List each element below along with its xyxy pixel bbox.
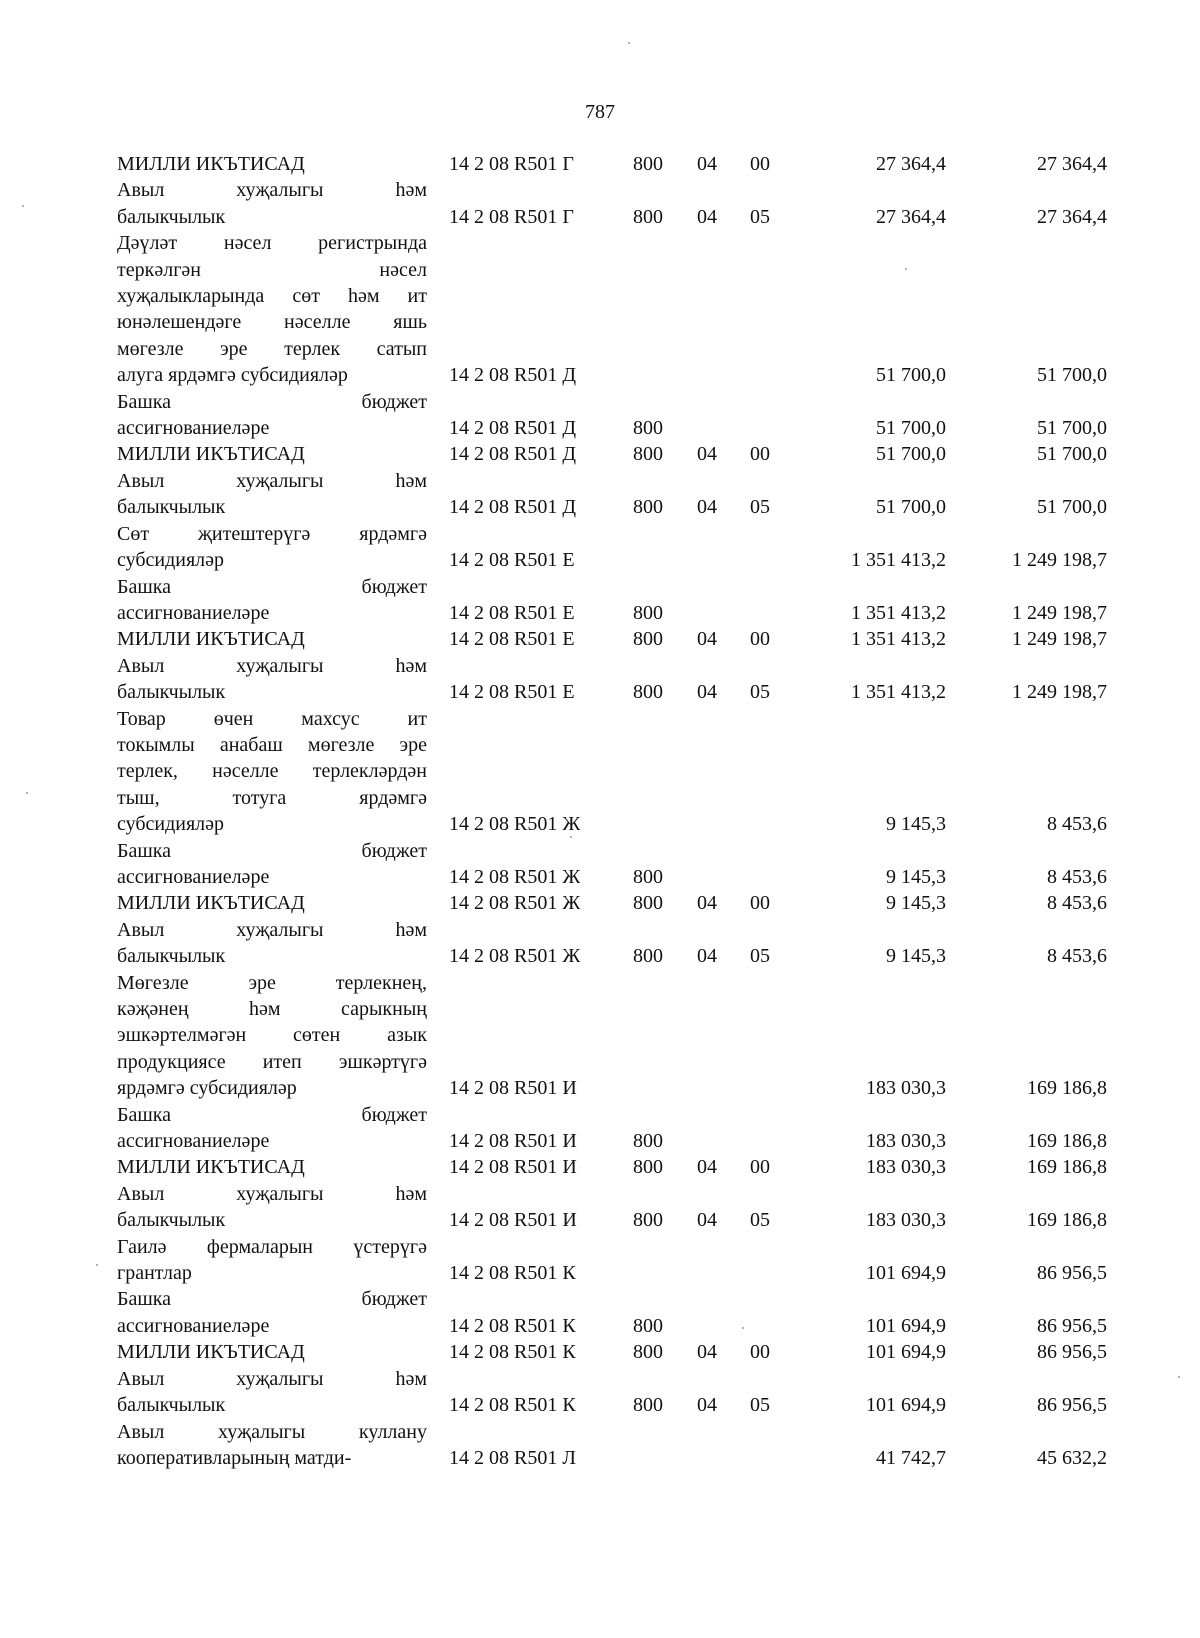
row-name-line: тыш, тотуга ярдәмгә: [117, 786, 427, 809]
row-name-line: Авыл хуҗалыгы һәм: [117, 1182, 427, 1205]
expense-type: 800: [633, 496, 663, 519]
expense-type: 800: [633, 443, 663, 466]
expense-type: 800: [633, 601, 663, 624]
amount-year-1: 1 351 413,2: [851, 628, 946, 651]
table-row: [117, 917, 1107, 970]
amount-year-2: 27 364,4: [1037, 205, 1107, 228]
target-code: 14 2 08 R501 Е: [449, 628, 575, 651]
row-name-line: балыкчылык: [117, 496, 226, 519]
table-row: [117, 1286, 1107, 1339]
target-code: 14 2 08 R501 Е: [449, 549, 575, 572]
row-name-line: Авыл хуҗалыгы һәм: [117, 654, 427, 677]
amount-year-2: 86 956,5: [1037, 1314, 1107, 1337]
amount-year-1: 51 700,0: [876, 496, 946, 519]
target-code: 14 2 08 R501 Д: [449, 496, 576, 519]
section-code: 04: [697, 1341, 717, 1364]
table-row: [117, 970, 1107, 1102]
row-name-line: балыкчылык: [117, 1394, 226, 1417]
amount-year-1: 9 145,3: [886, 945, 946, 968]
table-row: [117, 1181, 1107, 1234]
target-code: 14 2 08 R501 Д: [449, 417, 576, 440]
section-code: 04: [697, 1394, 717, 1417]
row-name-line: ярдәмгә субсидияләр: [117, 1077, 297, 1100]
target-code: 14 2 08 R501 И: [449, 1209, 577, 1232]
section-code: 04: [697, 205, 717, 228]
table-row: [117, 1234, 1107, 1287]
subsection-code: 05: [750, 945, 770, 968]
budget-table: [117, 151, 1107, 1471]
row-name-line: Авыл хуҗалыгы һәм: [117, 918, 427, 941]
expense-type: 800: [633, 417, 663, 440]
expense-type: 800: [633, 1209, 663, 1232]
section-code: 04: [697, 153, 717, 175]
row-name-line: мөгезле эре терлек сатып: [117, 337, 427, 360]
row-name: [117, 1419, 427, 1472]
row-name-line: балыкчылык: [117, 1209, 226, 1232]
scan-speck: [22, 205, 24, 207]
subsection-code: 00: [750, 1341, 770, 1364]
table-row: [117, 151, 1107, 177]
row-name-line: Товар өчен махсус ит: [117, 707, 427, 730]
row-name-line: теркәлгән нәсел: [117, 258, 427, 281]
amount-year-2: 27 364,4: [1037, 153, 1107, 175]
table-row: [117, 521, 1107, 574]
section-code: 04: [697, 628, 717, 651]
amount-year-1: 1 351 413,2: [851, 681, 946, 704]
row-name: [117, 626, 427, 652]
amount-year-1: 183 030,3: [866, 1156, 946, 1179]
amount-year-2: 45 632,2: [1037, 1446, 1107, 1469]
row-name: [117, 1154, 427, 1180]
amount-year-1: 41 742,7: [876, 1446, 946, 1469]
row-name: [117, 706, 427, 838]
row-name-line: субсидияләр: [117, 813, 225, 836]
target-code: 14 2 08 R501 К: [449, 1394, 576, 1417]
row-name-line: терлек, нәселле терлекләрдән: [117, 760, 427, 783]
target-code: 14 2 08 R501 Ж: [449, 945, 581, 968]
row-name-line: токымлы анабаш мөгезле эре: [117, 733, 427, 756]
subsection-code: 05: [750, 1209, 770, 1232]
row-name: [117, 653, 427, 706]
row-name: [117, 468, 427, 521]
row-name-line: Авыл хуҗалыгы һәм: [117, 1367, 427, 1390]
table-row: [117, 468, 1107, 521]
section-code: 04: [697, 1156, 717, 1179]
scan-speck: [742, 1327, 744, 1329]
amount-year-2: 169 186,8: [1027, 1209, 1107, 1232]
row-name-line: Авыл хуҗалыгы һәм: [117, 469, 427, 492]
table-row: [117, 838, 1107, 891]
amount-year-1: 1 351 413,2: [851, 601, 946, 624]
target-code: 14 2 08 R501 Д: [449, 364, 576, 387]
expense-type: 800: [633, 1394, 663, 1417]
row-name-line: МИЛЛИ ИКЪТИСАД: [117, 628, 305, 651]
amount-year-2: 1 249 198,7: [1012, 549, 1107, 572]
amount-year-2: 1 249 198,7: [1012, 628, 1107, 651]
amount-year-1: 27 364,4: [876, 153, 946, 175]
amount-year-2: 51 700,0: [1037, 496, 1107, 519]
target-code: 14 2 08 R501 Ж: [449, 892, 581, 915]
table-row: [117, 177, 1107, 230]
row-name-line: Башка бюджет: [117, 1103, 427, 1126]
amount-year-1: 101 694,9: [866, 1394, 946, 1417]
table-row: [117, 1339, 1107, 1365]
row-name-line: балыкчылык: [117, 945, 226, 968]
target-code: 14 2 08 R501 К: [449, 1314, 576, 1337]
amount-year-2: 1 249 198,7: [1012, 681, 1107, 704]
section-code: 04: [697, 1209, 717, 1232]
row-name-line: Мөгезле эре терлекнең,: [117, 971, 427, 994]
row-name-line: хуҗалыкларында сөт һәм ит: [117, 285, 427, 308]
table-row: [117, 389, 1107, 442]
expense-type: 800: [633, 945, 663, 968]
row-name-line: Гаилә фермаларын үстерүгә: [117, 1235, 427, 1258]
row-name-line: Авыл хуҗалыгы куллану: [117, 1420, 427, 1443]
expense-type: 800: [633, 153, 663, 175]
row-name-line: эшкәртелмәгән сөтен азык: [117, 1024, 427, 1047]
row-name-line: ассигнованиеләре: [117, 1314, 270, 1337]
expense-type: 800: [633, 1341, 663, 1364]
row-name: [117, 838, 427, 891]
subsection-code: 00: [750, 892, 770, 915]
row-name-line: балыкчылык: [117, 681, 226, 704]
amount-year-2: 1 249 198,7: [1012, 601, 1107, 624]
amount-year-1: 27 364,4: [876, 205, 946, 228]
expense-type: 800: [633, 205, 663, 228]
row-name-line: ассигнованиеләре: [117, 865, 270, 888]
amount-year-1: 51 700,0: [876, 443, 946, 466]
table-row: [117, 1154, 1107, 1180]
row-name-line: продукциясе итеп эшкәртүгә: [117, 1050, 427, 1073]
subsection-code: 00: [750, 443, 770, 466]
target-code: 14 2 08 R501 Л: [449, 1446, 576, 1469]
table-row: [117, 441, 1107, 467]
row-name: [117, 230, 427, 388]
amount-year-1: 101 694,9: [866, 1314, 946, 1337]
row-name: [117, 970, 427, 1102]
row-name-line: Сөт җитештерүгә ярдәмгә: [117, 522, 427, 545]
table-row: [117, 1366, 1107, 1419]
amount-year-1: 9 145,3: [886, 892, 946, 915]
table-row: [117, 1419, 1107, 1472]
table-row: [117, 574, 1107, 627]
row-name-line: кооперативларының матди-: [117, 1446, 352, 1469]
expense-type: 800: [633, 865, 663, 888]
amount-year-2: 8 453,6: [1047, 865, 1107, 888]
row-name-line: Башка бюджет: [117, 1288, 427, 1311]
section-code: 04: [697, 945, 717, 968]
row-name: [117, 574, 427, 627]
amount-year-2: 86 956,5: [1037, 1341, 1107, 1364]
target-code: 14 2 08 R501 Ж: [449, 865, 581, 888]
row-name: [117, 441, 427, 467]
scan-speck: [628, 42, 630, 44]
amount-year-1: 183 030,3: [866, 1130, 946, 1153]
target-code: 14 2 08 R501 Е: [449, 681, 575, 704]
amount-year-2: 51 700,0: [1037, 417, 1107, 440]
target-code: 14 2 08 R501 Г: [449, 205, 574, 228]
amount-year-1: 101 694,9: [866, 1262, 946, 1285]
target-code: 14 2 08 R501 Д: [449, 443, 576, 466]
section-code: 04: [697, 443, 717, 466]
scan-speck: [570, 836, 572, 838]
row-name-line: МИЛЛИ ИКЪТИСАД: [117, 892, 305, 915]
row-name-line: алуга ярдәмгә субсидияләр: [117, 364, 348, 387]
amount-year-2: 86 956,5: [1037, 1262, 1107, 1285]
target-code: 14 2 08 R501 Е: [449, 601, 575, 624]
table-row: [117, 626, 1107, 652]
amount-year-1: 9 145,3: [886, 865, 946, 888]
amount-year-2: 8 453,6: [1047, 892, 1107, 915]
row-name: [117, 1181, 427, 1234]
expense-type: 800: [633, 892, 663, 915]
subsection-code: 05: [750, 496, 770, 519]
row-name-line: МИЛЛИ ИКЪТИСАД: [117, 153, 305, 175]
row-name: [117, 151, 427, 177]
amount-year-1: 183 030,3: [866, 1077, 946, 1100]
row-name: [117, 917, 427, 970]
row-name: [117, 1286, 427, 1339]
row-name-line: Башка бюджет: [117, 839, 427, 862]
target-code: 14 2 08 R501 Ж: [449, 813, 581, 836]
amount-year-1: 51 700,0: [876, 417, 946, 440]
row-name: [117, 890, 427, 916]
section-code: 04: [697, 681, 717, 704]
target-code: 14 2 08 R501 К: [449, 1341, 576, 1364]
target-code: 14 2 08 R501 К: [449, 1262, 576, 1285]
row-name-line: грантлар: [117, 1262, 192, 1285]
row-name-line: субсидияләр: [117, 549, 225, 572]
row-name-line: МИЛЛИ ИКЪТИСАД: [117, 1156, 305, 1179]
amount-year-1: 51 700,0: [876, 364, 946, 387]
table-row: [117, 1102, 1107, 1155]
row-name-line: ассигнованиеләре: [117, 601, 270, 624]
row-name: [117, 177, 427, 230]
page-number: 787: [585, 101, 615, 123]
row-name: [117, 1102, 427, 1155]
subsection-code: 05: [750, 1394, 770, 1417]
expense-type: 800: [633, 1156, 663, 1179]
table-row: [117, 653, 1107, 706]
row-name-line: МИЛЛИ ИКЪТИСАД: [117, 443, 305, 466]
scan-speck: [1178, 1376, 1180, 1378]
expense-type: 800: [633, 1130, 663, 1153]
amount-year-1: 183 030,3: [866, 1209, 946, 1232]
subsection-code: 05: [750, 205, 770, 228]
row-name: [117, 1339, 427, 1365]
scan-speck: [905, 268, 907, 270]
amount-year-1: 101 694,9: [866, 1341, 946, 1364]
row-name-line: Дәүләт нәсел регистрында: [117, 232, 427, 255]
expense-type: 800: [633, 628, 663, 651]
table-row: [117, 890, 1107, 916]
row-name-line: ассигнованиеләре: [117, 1130, 270, 1153]
target-code: 14 2 08 R501 И: [449, 1156, 577, 1179]
amount-year-1: 1 351 413,2: [851, 549, 946, 572]
amount-year-2: 169 186,8: [1027, 1077, 1107, 1100]
amount-year-2: 51 700,0: [1037, 443, 1107, 466]
row-name-line: Башка бюджет: [117, 575, 427, 598]
target-code: 14 2 08 R501 И: [449, 1077, 577, 1100]
target-code: 14 2 08 R501 И: [449, 1130, 577, 1153]
row-name: [117, 1234, 427, 1287]
expense-type: 800: [633, 1314, 663, 1337]
row-name-line: юнәлешендәге нәселле яшь: [117, 311, 427, 334]
amount-year-1: 9 145,3: [886, 813, 946, 836]
table-row: [117, 230, 1107, 388]
scan-speck: [96, 1264, 98, 1266]
target-code: 14 2 08 R501 Г: [449, 153, 574, 175]
section-code: 04: [697, 892, 717, 915]
subsection-code: 00: [750, 1156, 770, 1179]
row-name-line: МИЛЛИ ИКЪТИСАД: [117, 1341, 305, 1364]
row-name-line: Авыл хуҗалыгы һәм: [117, 179, 427, 202]
row-name-line: Башка бюджет: [117, 390, 427, 413]
amount-year-2: 8 453,6: [1047, 813, 1107, 836]
row-name: [117, 389, 427, 442]
amount-year-2: 169 186,8: [1027, 1130, 1107, 1153]
table-row: [117, 706, 1107, 838]
row-name: [117, 1366, 427, 1419]
amount-year-2: 8 453,6: [1047, 945, 1107, 968]
row-name-line: кәҗәнең һәм сарыкның: [117, 998, 427, 1020]
subsection-code: 05: [750, 681, 770, 704]
scan-speck: [26, 792, 28, 794]
row-name-line: ассигнованиеләре: [117, 417, 270, 440]
subsection-code: 00: [750, 153, 770, 175]
row-name-line: балыкчылык: [117, 205, 226, 228]
expense-type: 800: [633, 681, 663, 704]
subsection-code: 00: [750, 628, 770, 651]
amount-year-2: 86 956,5: [1037, 1394, 1107, 1417]
amount-year-2: 51 700,0: [1037, 364, 1107, 387]
row-name: [117, 521, 427, 574]
section-code: 04: [697, 496, 717, 519]
amount-year-2: 169 186,8: [1027, 1156, 1107, 1179]
